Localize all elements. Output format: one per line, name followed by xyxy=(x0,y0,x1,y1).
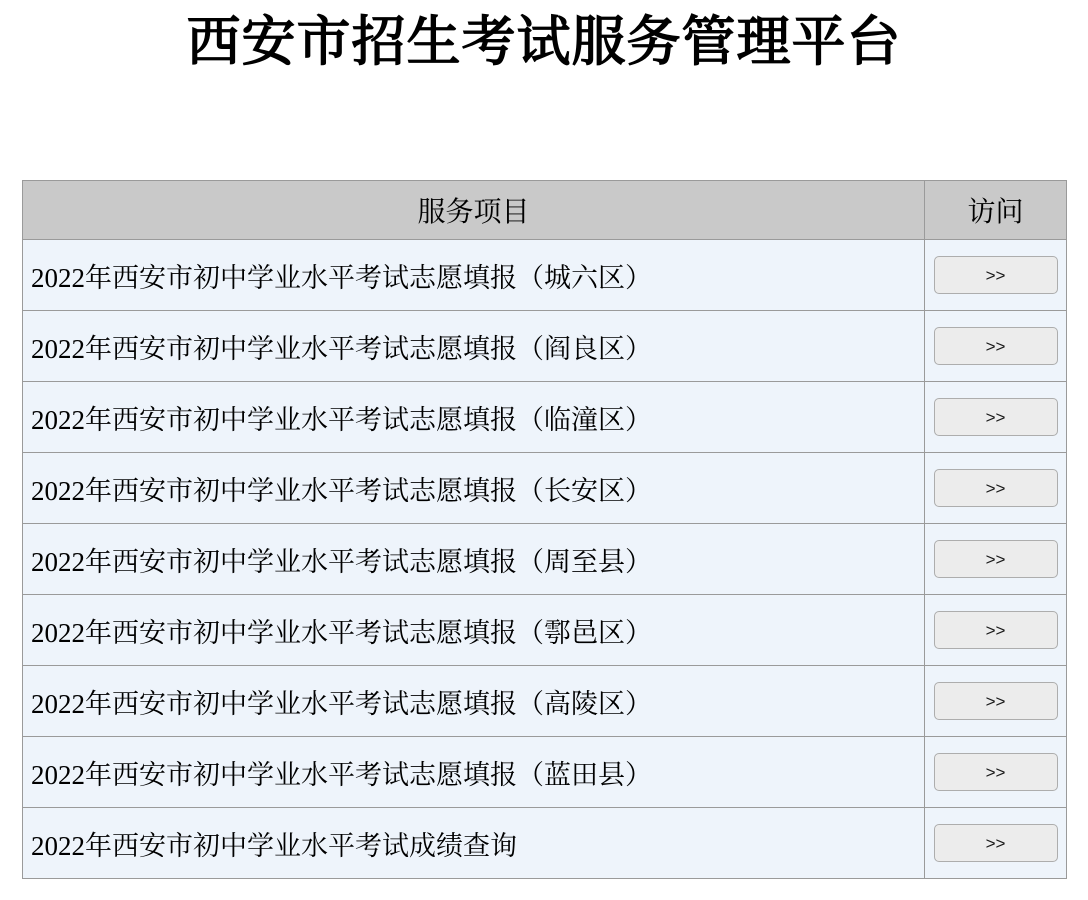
visit-button[interactable]: >> xyxy=(934,469,1058,507)
column-header-visit: 访问 xyxy=(925,181,1067,240)
service-item-label: 2022年西安市初中学业水平考试志愿填报（周至县） xyxy=(23,524,925,595)
visit-button[interactable]: >> xyxy=(934,256,1058,294)
visit-button[interactable]: >> xyxy=(934,611,1058,649)
visit-cell xyxy=(925,382,1067,453)
table-row xyxy=(23,311,1067,382)
table-row xyxy=(23,524,1067,595)
service-item-label: 2022年西安市初中学业水平考试志愿填报（高陵区） xyxy=(23,666,925,737)
visit-cell xyxy=(925,737,1067,808)
visit-cell xyxy=(925,524,1067,595)
visit-cell xyxy=(925,666,1067,737)
visit-cell xyxy=(925,808,1067,879)
table-row xyxy=(23,666,1067,737)
service-item-label: 2022年西安市初中学业水平考试志愿填报（临潼区） xyxy=(23,382,925,453)
table-row xyxy=(23,808,1067,879)
visit-button[interactable]: >> xyxy=(934,753,1058,791)
table-header xyxy=(23,181,1067,240)
service-item-label: 2022年西安市初中学业水平考试志愿填报（鄠邑区） xyxy=(23,595,925,666)
visit-button[interactable]: >> xyxy=(934,540,1058,578)
visit-cell xyxy=(925,453,1067,524)
table-header-row xyxy=(23,181,1067,240)
service-item-label: 2022年西安市初中学业水平考试志愿填报（城六区） xyxy=(23,240,925,311)
table-row xyxy=(23,240,1067,311)
table-row xyxy=(23,737,1067,808)
visit-button[interactable]: >> xyxy=(934,682,1058,720)
visit-button[interactable]: >> xyxy=(934,824,1058,862)
table-row xyxy=(23,453,1067,524)
visit-cell xyxy=(925,311,1067,382)
table-body xyxy=(23,240,1067,879)
service-item-label: 2022年西安市初中学业水平考试志愿填报（蓝田县） xyxy=(23,737,925,808)
service-item-label: 2022年西安市初中学业水平考试志愿填报（阎良区） xyxy=(23,311,925,382)
services-table-container xyxy=(22,180,1066,879)
page-title: 西安市招生考试服务管理平台 xyxy=(186,12,902,72)
service-item-label: 2022年西安市初中学业水平考试成绩查询 xyxy=(23,808,925,879)
visit-button[interactable]: >> xyxy=(934,327,1058,365)
services-table xyxy=(22,180,1067,879)
service-item-label: 2022年西安市初中学业水平考试志愿填报（长安区） xyxy=(23,453,925,524)
visit-cell xyxy=(925,595,1067,666)
visit-button[interactable]: >> xyxy=(934,398,1058,436)
table-row xyxy=(23,595,1067,666)
column-header-service-item: 服务项目 xyxy=(23,181,925,240)
table-row xyxy=(23,382,1067,453)
visit-cell xyxy=(925,240,1067,311)
